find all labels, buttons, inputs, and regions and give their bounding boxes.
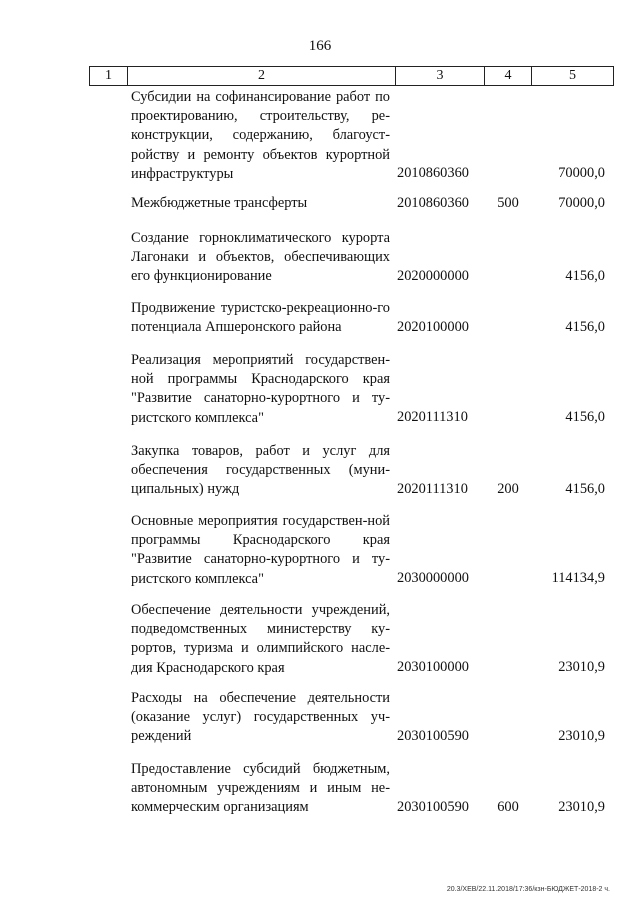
row-amount: 23010,9 [558, 799, 605, 815]
row-description: Продвижение туристско-рекреационно-го потенциала Апшеронского района [131, 300, 390, 336]
column-header-4: 4 [485, 67, 532, 85]
row-expense-type: 200 [497, 481, 519, 497]
row-expense-type: 600 [497, 799, 519, 815]
row-target-code: 2030100590 [397, 728, 469, 744]
row-amount: 4156,0 [565, 481, 605, 497]
row-description: Обеспечение деятельности учреждений, подведомственных министерству ку-рортов, туризма и олимпийского насле-дия Краснодарского края [131, 602, 390, 676]
row-amount: 70000,0 [558, 195, 605, 211]
page-number: 166 [308, 38, 332, 54]
column-header-row [89, 66, 614, 86]
row-amount: 4156,0 [565, 268, 605, 284]
row-target-code: 2020000000 [397, 268, 469, 284]
column-header-1: 1 [90, 67, 128, 85]
row-amount: 4156,0 [565, 319, 605, 335]
row-amount: 114134,9 [551, 570, 605, 586]
row-target-code: 2020111310 [397, 481, 468, 497]
column-header-5: 5 [569, 68, 576, 83]
row-target-code: 2010860360 [397, 165, 469, 181]
row-target-code: 2010860360 [397, 195, 469, 211]
document-footer-stamp: 20.3/ХЕВ/22.11.2018/17:36/кзн-БЮДЖЕТ-2018-2 ч. [446, 886, 610, 893]
row-description: Создание горноклиматического курорта Лагонаки и объектов, обеспечивающих его функционирование [131, 230, 390, 285]
row-description: Межбюджетные трансферты [131, 195, 308, 211]
row-expense-type: 500 [497, 195, 519, 211]
row-target-code: 2020111310 [397, 409, 468, 425]
row-target-code: 2030100000 [397, 659, 469, 675]
column-header-2: 2 [128, 67, 396, 85]
row-amount: 4156,0 [565, 409, 605, 425]
row-target-code: 2020100000 [397, 319, 469, 335]
row-target-code: 2030000000 [397, 570, 469, 586]
row-description: Основные мероприятия государствен-ной программы Краснодарского края "Развитие санаторно-курортного и ту-ристского комплекса" [131, 513, 390, 587]
row-amount: 23010,9 [558, 728, 605, 744]
column-header-3: 3 [396, 67, 485, 85]
row-amount: 23010,9 [558, 659, 605, 675]
row-description: Субсидии на софинансирование работ по проектированию, строительству, ре-конструкции, содержанию, благоуст-ройству и ремонту объектов курортной инфраструктуры [131, 89, 390, 182]
row-description: Расходы на обеспечение деятельности (оказание услуг) государственных уч-реждений [131, 690, 390, 745]
row-description: Реализация мероприятий государствен-ной программы Краснодарского края "Развитие санаторно-курортного и ту-ристского комплекса" [131, 352, 390, 426]
row-amount: 70000,0 [558, 165, 605, 181]
row-description: Предоставление субсидий бюджетным, автономным учреждениям и иным не-коммерческим организациям [131, 761, 390, 816]
row-target-code: 2030100590 [397, 799, 469, 815]
row-description: Закупка товаров, работ и услуг для обеспечения государственных (муни-ципальных) нужд [131, 443, 390, 498]
